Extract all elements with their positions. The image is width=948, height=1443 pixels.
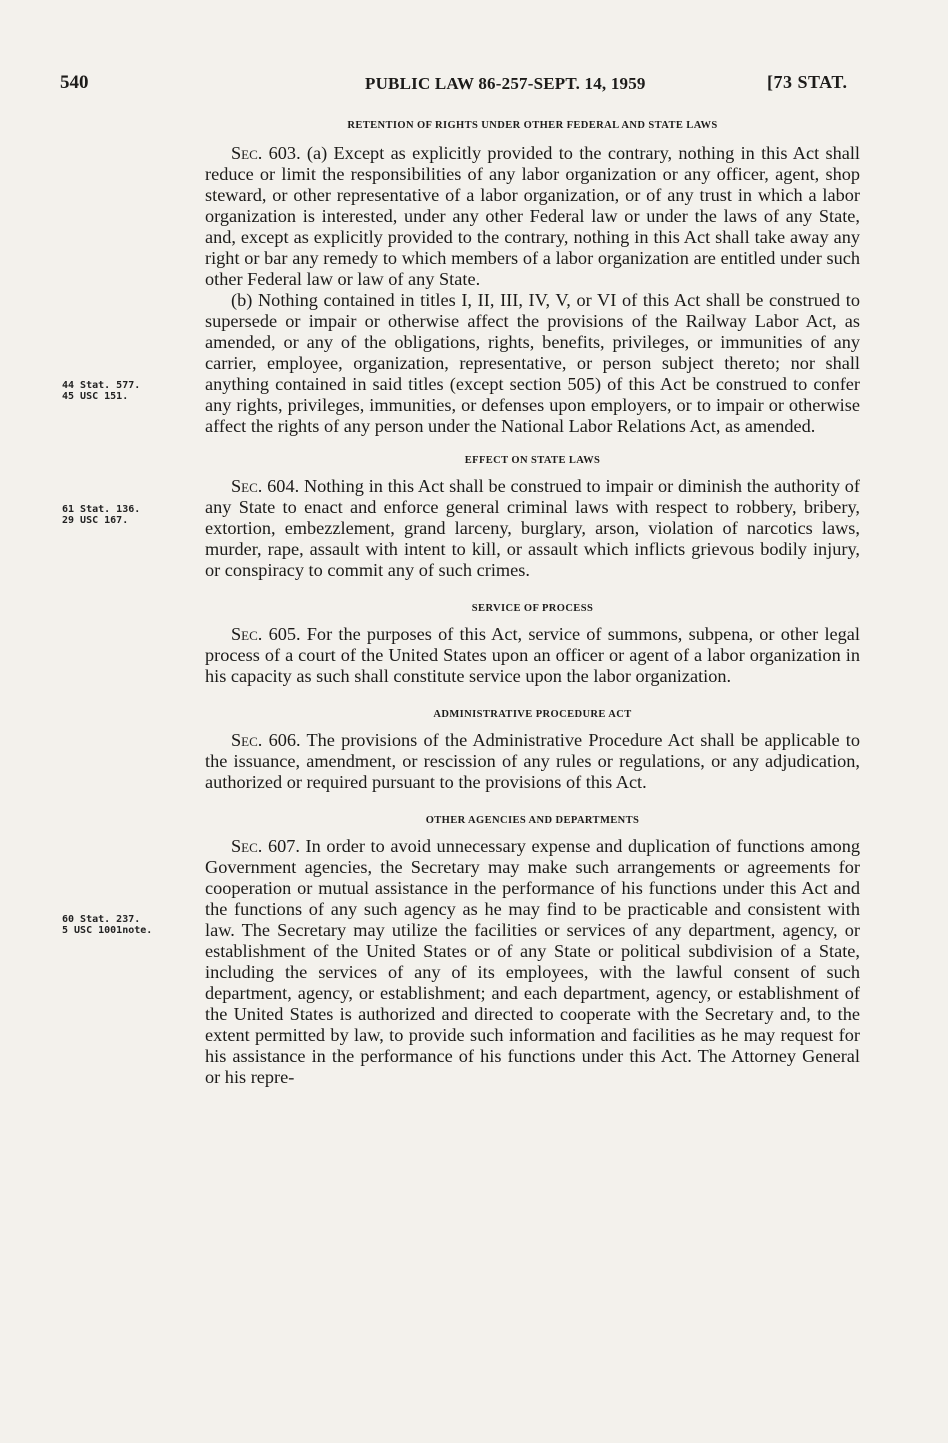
margin-note-line: 29 USC 167. xyxy=(62,515,129,526)
section-heading: RETENTION OF RIGHTS UNDER OTHER FEDERAL AND STATE LAWS xyxy=(347,120,718,131)
paragraph-text: 603. (a) Except as explicitly provided to the contrary, nothing in this Act shall reduce or limit the responsibilities of any labor organization or any officer, agent, shop steward, or other representative of a labor organization, or of any trust in which a labor organization is interested, under any other Federal law or under the laws of any State, and, except as explicitly provided to the contrary, nothing in this Act shall take away any right or bar any remedy to which members of a labor organization are entitled under such other Federal law or law of any State. xyxy=(205,143,860,289)
margin-note-line: 60 Stat. 237. xyxy=(62,914,141,925)
paragraph-text: (b) Nothing contained in titles I, II, III, IV, V, or VI of this Act shall be construed to supersede or impair or otherwise affect the provisions of the Railway Labor Act, as amended, or any of the obligations, rights, benefits, privileges, or immunities of any carrier, employee, organization, representative, or person subject thereto; nor shall anything contained in said titles (except section 505) of this Act be construed to confer any rights, privileges, immunities, or defenses upon employers, or to impair or otherwise affect the rights of any person under the National Labor Relations Act, as amended. xyxy=(205,290,860,436)
paragraph xyxy=(205,476,860,581)
running-title: PUBLIC LAW 86-257-SEPT. 14, 1959 xyxy=(365,74,646,93)
paragraph xyxy=(205,143,860,290)
body-text xyxy=(205,118,860,1088)
section-lead: Sec. xyxy=(231,476,263,496)
margin-note xyxy=(62,504,140,526)
section-heading: EFFECT ON STATE LAWS xyxy=(464,455,601,466)
statute-reference: [73 STAT. xyxy=(767,72,848,92)
paragraph-text: 604. Nothing in this Act shall be construed to impair or diminish the authority of any State to enact and enforce general criminal laws with respect to robbery, bribery, extortion, embezzlement, grand larceny, burglary, arson, violation of narcotics laws, murder, rape, assault with intent to kill, or assault which inflicts grievous bodily injury, or conspiracy to commit any of such crimes. xyxy=(205,476,860,580)
section-lead: Sec. xyxy=(231,624,263,644)
running-header xyxy=(0,72,948,102)
section-heading: SERVICE OF PROCESS xyxy=(471,603,594,614)
paragraph xyxy=(205,730,860,793)
paragraph xyxy=(205,290,860,437)
margin-note-line: 5 USC 1001note. xyxy=(62,925,153,936)
paragraph xyxy=(205,836,860,1088)
margin-note xyxy=(62,380,140,402)
paragraph-text: 605. For the purposes of this Act, service of summons, subpena, or other legal process of a court of the United States upon an officer or agent of a labor organization in his capacity as such shall constitute service upon the labor organization. xyxy=(205,624,860,686)
page-number: 540 xyxy=(60,72,89,93)
paragraph xyxy=(205,624,860,687)
margin-note-line: 61 Stat. 136. xyxy=(62,504,141,515)
section-heading: ADMINISTRATIVE PROCEDURE ACT xyxy=(433,709,632,720)
section-heading: OTHER AGENCIES AND DEPARTMENTS xyxy=(425,815,640,826)
section-lead: Sec. xyxy=(231,730,263,750)
margin-note-line: 44 Stat. 577. xyxy=(62,380,141,391)
margin-note xyxy=(62,914,152,936)
section-lead: Sec. xyxy=(231,143,263,163)
section-lead: Sec. xyxy=(231,836,263,856)
paragraph-text: 606. The provisions of the Administrative Procedure Act shall be applicable to the issuance, amendment, or rescission of any rules or regulations, or any adjudication, authorized or required pursuant to the provisions of this Act. xyxy=(205,730,860,792)
paragraph-text: 607. In order to avoid unnecessary expense and duplication of functions among Government agencies, the Secretary may make such arrangements or agreements for cooperation or mutual assistance in the performance of his functions under this Act and the functions of any such agency as he may find to be practicable and consistent with law. The Secretary may utilize the facilities or services of any department, agency, or establishment of the United States or of any State or political subdivision of a State, including the services of any of its employees, with the lawful consent of such department, agency, or establishment; and each department, agency, or establishment of the United States is authorized and directed to cooperate with the Secretary and, to the extent permitted by law, to provide such information and facilities as he may request for his assistance in the performance of his functions under this Act. The Attorney General or his repre- xyxy=(205,836,860,1087)
margin-note-line: 45 USC 151. xyxy=(62,391,129,402)
